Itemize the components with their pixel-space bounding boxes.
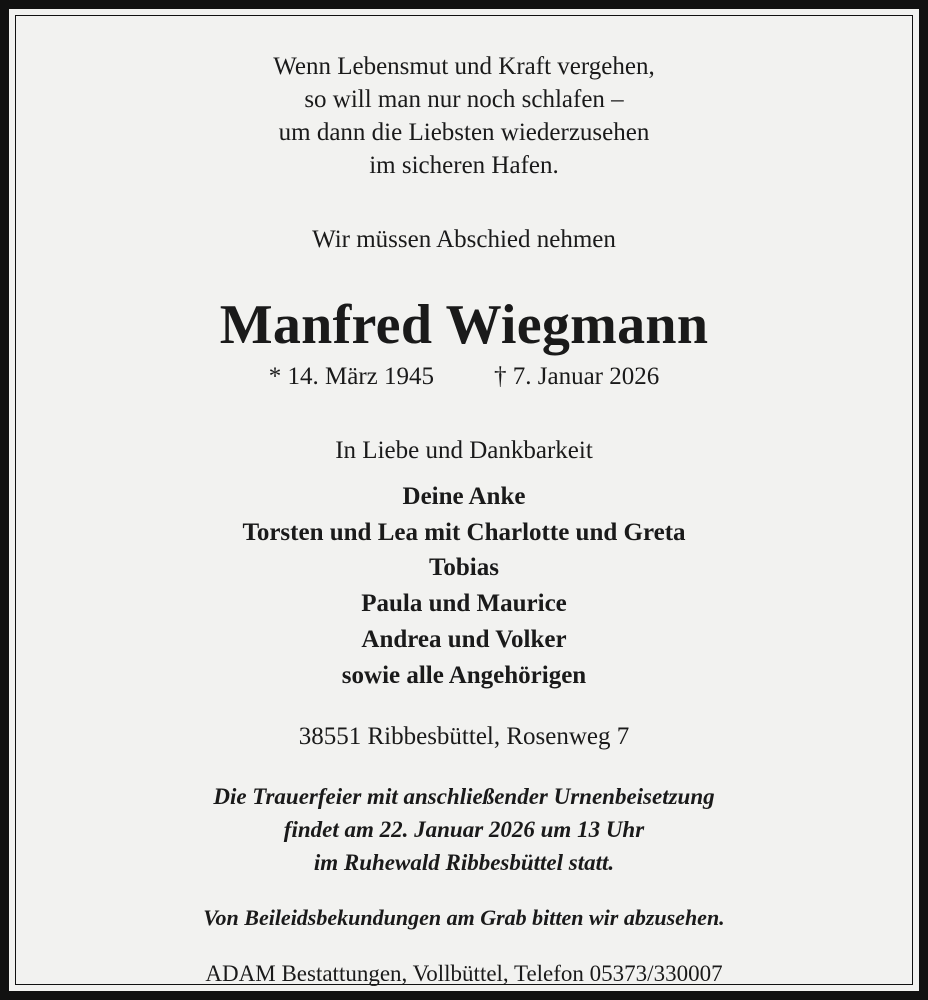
family-line: Andrea und Volker [361, 625, 567, 653]
poem-line-3: um dann die Liebsten wiederzusehen [278, 119, 650, 146]
family-line: Tobias [429, 554, 499, 582]
poem-block [273, 50, 654, 182]
family-line: sowie alle Angehörigen [341, 661, 587, 689]
service-line: findet am 22. Januar 2026 um 13 Uhr [283, 816, 645, 842]
service-line: Die Trauerfeier mit anschließender Urnenbeisetzung [213, 784, 715, 810]
birth-date: * 14. März 1945 [268, 362, 434, 390]
poem-line-4: im sicheren Hafen. [369, 152, 559, 179]
poem-line-1: Wenn Lebensmut und Kraft vergehen, [273, 53, 655, 80]
obituary-content [15, 15, 913, 985]
service-details [213, 781, 714, 879]
family-line: Torsten und Lea mit Charlotte und Greta [242, 518, 686, 546]
service-line: im Ruhewald Ribbesbüttel statt. [313, 849, 615, 875]
condolence-note: Von Beileidsbekundungen am Grab bitten wir abzusehen. [203, 905, 725, 931]
family-block [242, 479, 685, 694]
address-line: 38551 Ribbesbüttel, Rosenweg 7 [298, 723, 630, 751]
family-line: Deine Anke [402, 482, 526, 510]
family-line: Paula und Maurice [361, 590, 567, 618]
funeral-home-line: ADAM Bestattungen, Vollbüttel, Telefon 05373/330007 [205, 961, 723, 987]
farewell-line: Wir müssen Abschied nehmen [312, 226, 616, 253]
poem-line-2: so will man nur noch schlafen – [304, 86, 624, 113]
death-date: † 7. Januar 2026 [494, 362, 660, 390]
life-dates [269, 363, 660, 391]
gratitude-line: In Liebe und Dankbarkeit [335, 436, 593, 464]
deceased-name: Manfred Wiegmann [219, 294, 709, 356]
